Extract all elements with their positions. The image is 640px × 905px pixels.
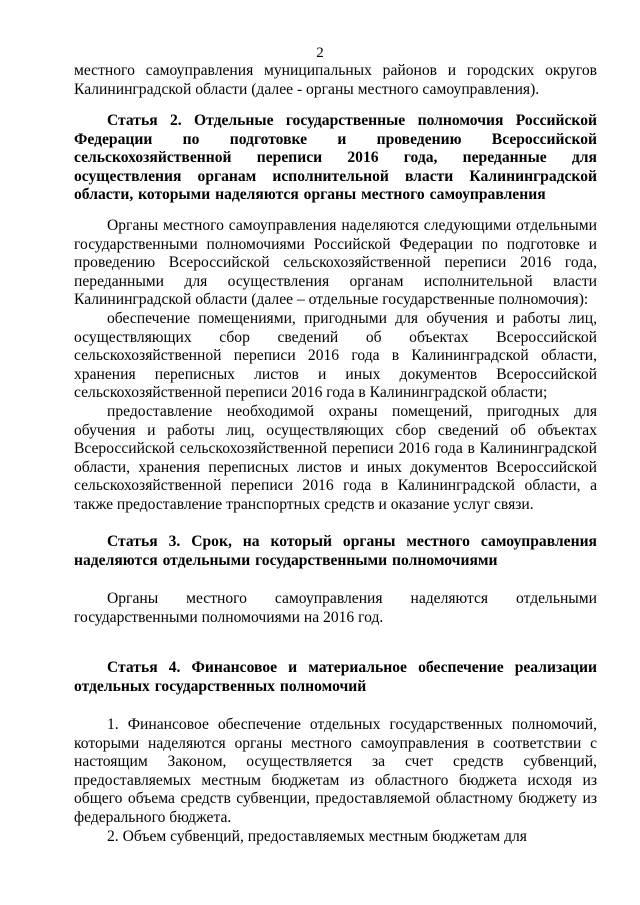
article-4-body — [74, 716, 597, 846]
article-4-paragraph: 1. Финансовое обеспечение отдельных государственных полномочий, которыми наделяются органы местного самоуправления в соответствии с настоящим Законом, осуществляется за счет средств субвенций, предоставляемых местным бюджетам из областного бюджета исходя из общего объема средств субвенции, предоставляемой областному бюджету из федерального бюджета. — [74, 716, 597, 826]
article-3-heading-block — [74, 533, 597, 570]
article-3-paragraph: Органы местного самоуправления наделяются отдельными государственными полномочиями на 2016 год. — [74, 590, 597, 626]
article-4-heading-block — [74, 659, 597, 696]
article-2-paragraph: обеспечение помещениями, пригодными для обучения и работы лиц, осуществляющих сбор сведений об объектах Всероссийской сельскохозяйственной переписи 2016 года в Калининградской области, хранения переписных листов и иных документов Всероссийской сельскохозяйственной переписи 2016 года в Калининградской области; — [74, 309, 597, 402]
page-number: 2 — [316, 45, 324, 61]
intro-continuation-block — [74, 62, 597, 99]
article-3-heading: Статья 3. Срок, на который органы местного самоуправления наделяются отдельными государственными полномочиями — [74, 533, 597, 569]
article-2-paragraph: предоставление необходимой охраны помещений, пригодных для обучения и работы лиц, осуществляющих сбор сведений об объектах Всероссийской сельскохозяйственной переписи 2016 года в Калининградской области, хранения переписных листов и иных документов Всероссийской сельскохозяйственной переписи 2016 года в Калининградской области, а также предоставление транспортных средств и оказание услуг связи. — [74, 402, 597, 513]
article-2-heading-block — [74, 112, 597, 205]
intro-continuation: местного самоуправления муниципальных районов и городских округов Калининградской области (далее - органы местного самоуправления). — [74, 62, 597, 98]
article-2-body — [74, 217, 597, 515]
article-4-paragraph: 2. Объем субвенций, предоставляемых местным бюджетам для — [107, 827, 527, 845]
article-2-paragraph: Органы местного самоуправления наделяются следующими отдельными государственными полномочиями Российской Федерации по подготовке и проведению Всероссийской сельскохозяйственной переписи 2016 года, переданными для осуществления органам исполнительной власти Калининградской области (далее – отдельные государственные полномочия): — [74, 217, 597, 309]
article-4-heading: Статья 4. Финансовое и материальное обеспечение реализации отдельных государственных полномочий — [74, 659, 597, 695]
article-3-body — [74, 590, 597, 627]
article-2-heading: Статья 2. Отдельные государственные полномочия Российской Федерации по подготовке и проведению Всероссийской сельскохозяйственной переписи 2016 года, переданные для осуществления органам исполнительной власти Калининградской области, которыми наделяются органы местного самоуправления — [74, 112, 597, 204]
